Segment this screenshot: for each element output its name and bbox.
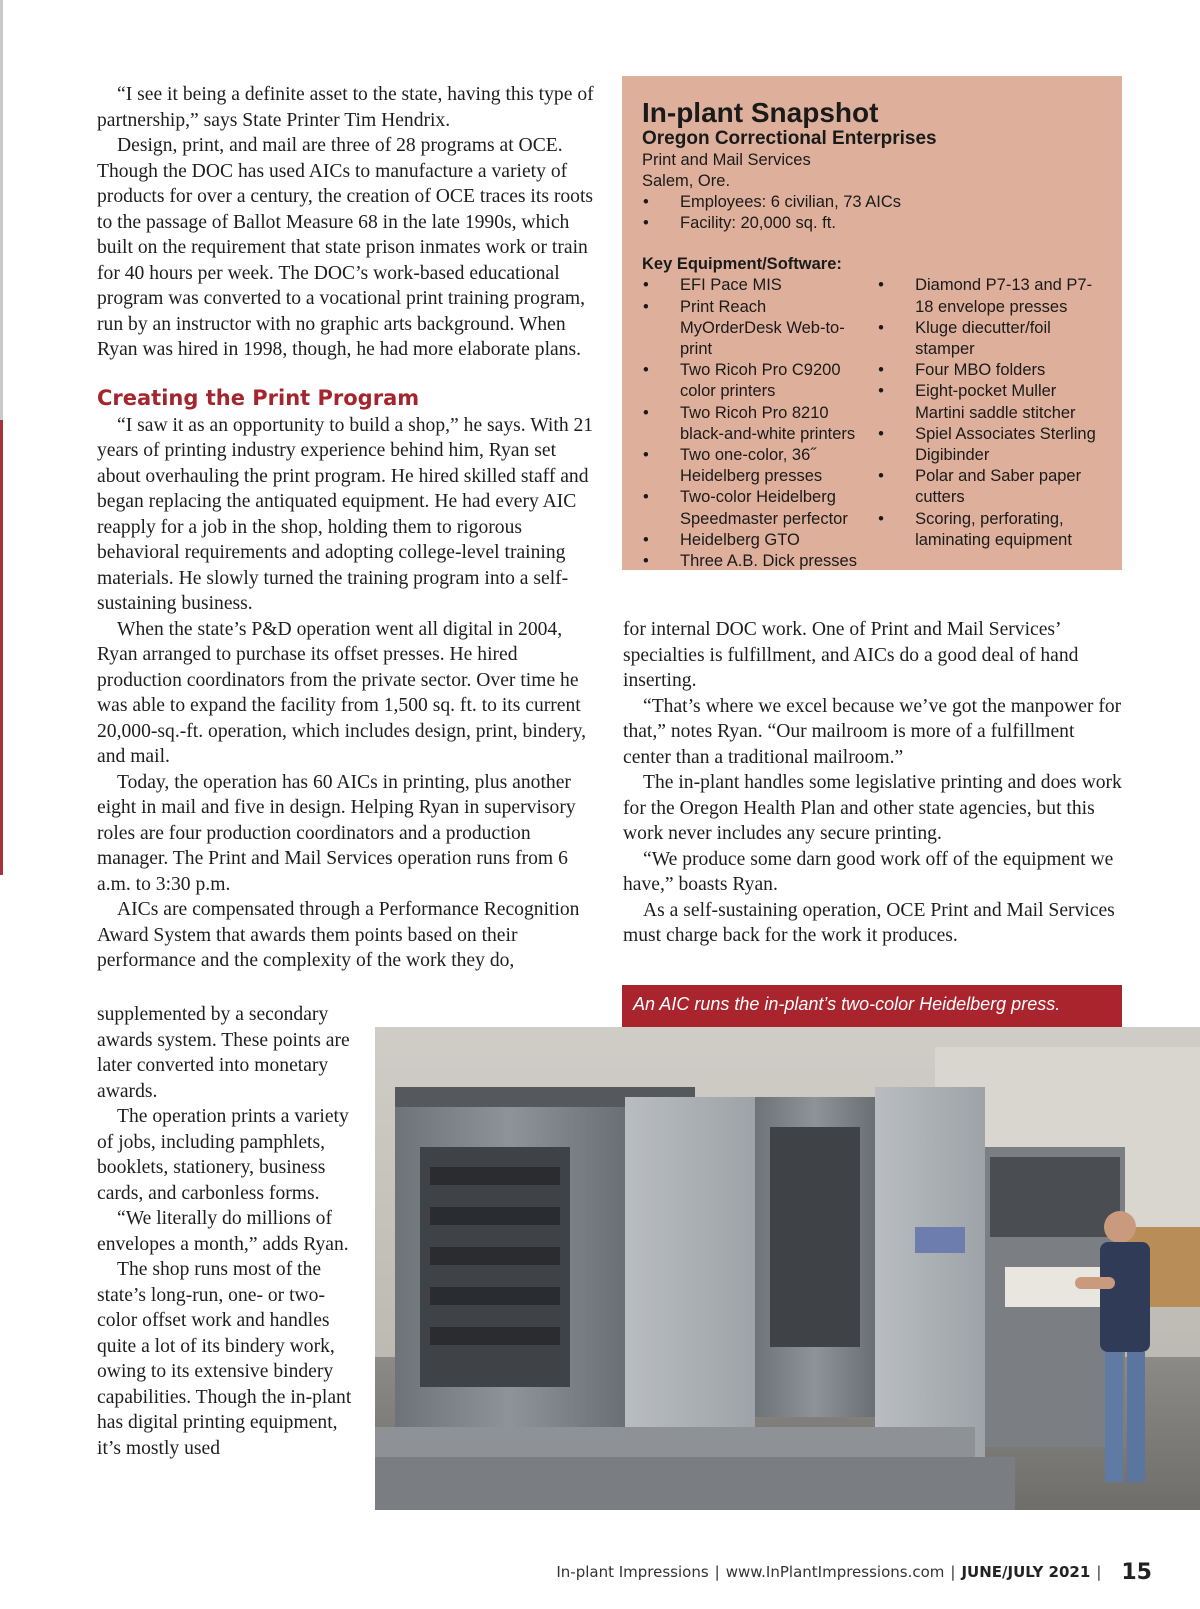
- paragraph: The in-plant handles some legislative printing and does work for the Oregon Health Plan and other state agencies, but this work never includes any secure printing.: [623, 772, 1122, 844]
- equipment-list-2: [877, 275, 1104, 572]
- paragraph: When the state’s P&D operation went all digital in 2004, Ryan arranged to purchase its offset presses. He hired production coordinators from the private sector. Over time he was able to expand the facility from 1,500 sq. ft. to its current 20,000-sq.-ft. operation, which includes design, print, bindery, and mail.: [97, 618, 587, 767]
- paragraph: “We literally do millions of envelopes a month,” adds Ryan.: [97, 1208, 349, 1255]
- list-item: • Employees: 6 civilian, 73 AICs: [642, 192, 1104, 213]
- article-column-right: [623, 617, 1123, 949]
- list-item: • Two one-color, 36˝ Heidelberg presses: [642, 445, 859, 487]
- paragraph: for internal DOC work. One of Print and Mail Services’ specialties is fulfillment, and AICs do a good deal of hand inserting.: [623, 619, 1079, 691]
- issue-date: JUNE/JULY 2021: [961, 1563, 1091, 1581]
- paragraph: supplemented by a secondary awards system. These points are later converted into monetary awards.: [97, 1004, 350, 1102]
- press-photo: [375, 1027, 1200, 1510]
- page-footer: In-plant Impressions | www.InPlantImpressions.com | JUNE/JULY 2021 | 15: [556, 1559, 1152, 1585]
- publication-url: www.InPlantImpressions.com: [725, 1563, 945, 1581]
- snapshot-facts-list: [642, 192, 1104, 234]
- list-item: • Kluge diecutter/foil stamper: [877, 318, 1104, 360]
- section-subhead: Creating the Print Program: [97, 385, 420, 410]
- paragraph: The shop runs most of the state’s long-run, one- or two-color offset work and handles quite a lot of its bindery work, owing to its extensive bindery capabilities. Though the in-plant has digital printing equipment, it’s mostly used: [97, 1259, 352, 1459]
- equipment-list-1: [642, 275, 859, 572]
- photo-caption: An AIC runs the in-plant’s two-color Heidelberg press.: [622, 985, 1122, 1027]
- list-item: • Two Ricoh Pro 8210 black-and-white printers: [642, 403, 859, 445]
- list-item: • EFI Pace MIS: [642, 275, 859, 296]
- snapshot-location: Salem, Ore.: [642, 172, 731, 190]
- list-item: • Facility: 20,000 sq. ft.: [642, 213, 1104, 234]
- list-item: • Two-color Heidelberg Speedmaster perfector: [642, 487, 859, 529]
- list-item: • Spiel Associates Sterling Digibinder: [877, 424, 1104, 466]
- article-column-left-narrow: [97, 1002, 355, 1461]
- publication-name: In-plant Impressions: [556, 1563, 709, 1581]
- list-item: • Polar and Saber paper cutters: [877, 466, 1104, 508]
- page-number: 15: [1121, 1559, 1152, 1585]
- equipment-heading: Key Equipment/Software:: [642, 255, 842, 274]
- snapshot-organization: Oregon Correctional Enterprises: [642, 128, 937, 149]
- paragraph: “I see it being a definite asset to the state, having this type of partnership,” says State Printer Tim Hendrix.: [97, 84, 594, 131]
- list-item: • Heidelberg GTO: [642, 530, 859, 551]
- list-item: • Print Reach MyOrderDesk Web-to-print: [642, 297, 859, 361]
- paragraph: “I saw it as an opportunity to build a shop,” he says. With 21 years of printing industry experience behind him, Ryan set about overhauling the print program. He hired skilled staff and began replacing the antiquated equipment. He had every AIC reapply for a job in the shop, holding them to rigorous behavioral requirements and adopting college-level training materials. He slowly turned the training program into a self-sustaining business.: [97, 414, 594, 614]
- inplant-snapshot-sidebar: [622, 76, 1122, 570]
- paragraph: AICs are compensated through a Performance Recognition Award System that awards them points based on their performance and the complexity of the work they do,: [97, 899, 580, 971]
- list-item: • Two Ricoh Pro C9200 color printers: [642, 360, 859, 402]
- list-item: • Four MBO folders: [877, 360, 1104, 381]
- list-item: • Eight-pocket Muller Martini saddle stitcher: [877, 381, 1104, 423]
- equipment-lists: [642, 275, 1104, 572]
- snapshot-title: In-plant Snapshot: [642, 97, 879, 128]
- paragraph: Today, the operation has 60 AICs in printing, plus another eight in mail and five in design. Helping Ryan in supervisory roles are four production coordinators and a production manager. The Print and Mail Services operation runs from 6 a.m. to 3:30 p.m.: [97, 771, 576, 895]
- paragraph: Design, print, and mail are three of 28 programs at OCE. Though the DOC has used AICs to manufacture a variety of products for over a century, the creation of OCE traces its roots to the passage of Ballot Measure 68 in the late 1990s, which built on the requirement that state prison inmates work or train for 40 hours per week. The DOC’s work-based educational program was converted to a vocational print training program, run by an instructor with no graphic arts background. When Ryan was hired in 1998, though, he had more elaborate plans.: [97, 135, 594, 360]
- list-item: • Three A.B. Dick presses: [642, 551, 859, 572]
- edge-accent-bar-top: [0, 0, 3, 420]
- list-item: • Scoring, perforating, laminating equipment: [877, 509, 1104, 551]
- article-column-left: [97, 82, 597, 974]
- list-item: • Diamond P7-13 and P7-18 envelope presses: [877, 275, 1104, 317]
- paragraph: “We produce some darn good work off of the equipment we have,” boasts Ryan.: [623, 848, 1114, 895]
- snapshot-department: Print and Mail Services: [642, 151, 811, 169]
- paragraph: “That’s where we excel because we’ve got the manpower for that,” notes Ryan. “Our mailroom is more of a fulfillment center than a traditional mailroom.”: [623, 695, 1122, 768]
- paragraph: As a self-sustaining operation, OCE Print and Mail Services must charge back for the work it produces.: [623, 899, 1115, 946]
- paragraph: The operation prints a variety of jobs, including pamphlets, booklets, stationery, business cards, and carbonless forms.: [97, 1106, 349, 1204]
